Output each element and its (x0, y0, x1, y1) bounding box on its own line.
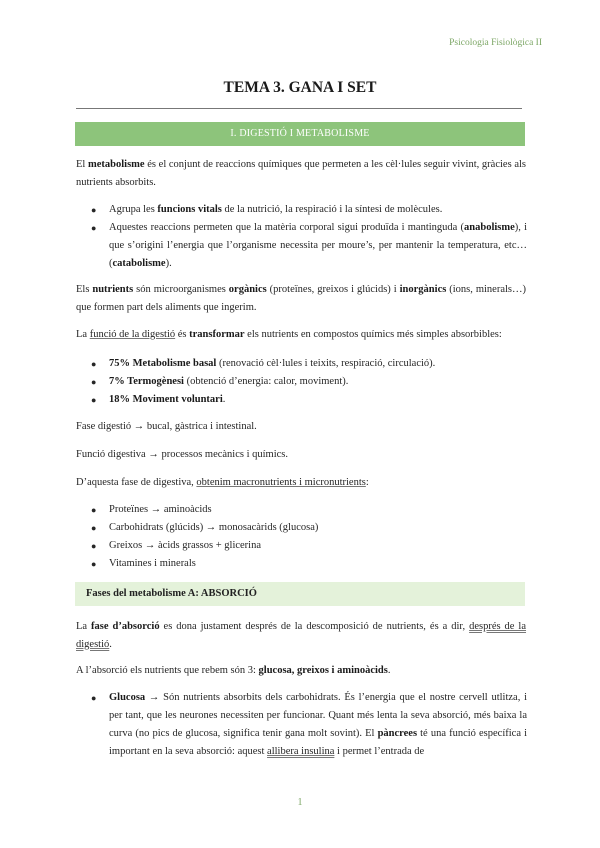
list-item: Carbohidrats (glúcids) → monosacàrids (glucosa) (109, 522, 319, 533)
section-heading-digestio: I. DIGESTIÓ I METABOLISME (75, 122, 525, 146)
bullet-icon: ● (91, 693, 97, 703)
title-divider (76, 108, 522, 109)
list-item: Proteïnes → aminoàcids (109, 504, 212, 515)
list-item: Greixos → àcids grassos + glicerina (109, 540, 262, 551)
paragraph-nutrients: Els nutrients són microorganismes orgànics (proteïnes, greixos i glúcids) i inorgànics (ions, minerals…) que formen part dels aliments que ingerim. (76, 284, 526, 313)
page-number: 1 (297, 797, 303, 808)
list-item: 75% Metabolisme basal (renovació cèl·lules i teixits, respiració, circulació). (109, 358, 436, 369)
paragraph-macronutrients: D’aquesta fase de digestiva, obtenim macronutrients i micronutrients: (76, 477, 369, 488)
paragraph-fase-absorcio: La fase d’absorció es dona justament després de la descomposició de nutrients, és a dir, després de la digestió. (76, 621, 527, 650)
list-item: Vitamines i minerals (109, 558, 196, 569)
bullet-icon: ● (91, 223, 97, 233)
paragraph-metabolisme: El metabolisme és el conjunt de reaccions químiques que permeten a les cèl·lules seguir vivint, gràcies als nutrients absorbits. (76, 159, 526, 188)
page-title: TEMA 3. GANA I SET (223, 79, 377, 96)
bullet-icon: ● (91, 541, 97, 551)
paragraph-funcio-digestio: La funció de la digestió és transformar els nutrients en compostos químics més simples absorbibles: (76, 329, 502, 340)
bullet-icon: ● (91, 559, 97, 569)
paragraph-funcio-digestiva: Funció digestiva → processos mecànics i químics. (76, 449, 289, 460)
list-item: 18% Moviment voluntari. (109, 394, 226, 405)
paragraph-nutrients-absorcio: A l’absorció els nutrients que rebem són 3: glucosa, greixos i aminoàcids. (76, 665, 391, 676)
list-item: Glucosa → Són nutrients absorbits dels carbohidrats. És l’energia que el nostre cervell utlitza, i per tant, que les neurones necessiten per funcionar. Quant més lenta la seva absorció, més baixa la curva (no pics de glucosa, significa tenir gana molt sovint). El pàncrees té una funció específica i important en la seva absorció: aquest allibera insulina i permet l’entrada de (109, 692, 527, 757)
list-item: 7% Termogènesi (obtenció d’energia: calor, moviment). (109, 376, 349, 387)
list-item: Agrupa les funcions vitals de la nutrició, la respiració i la síntesi de molècules. (109, 204, 443, 215)
bullet-icon: ● (91, 523, 97, 533)
running-header: Psicologia Fisiològica II (449, 38, 542, 48)
bullet-icon: ● (91, 505, 97, 515)
list-item: Aquestes reaccions permeten que la matèria corporal sigui produïda i mantinguda (anabolisme), i que s’origini l’energia que l’organisme necessita per moure’s, per mantenir la temperatura, etc… (catabolisme). (109, 222, 527, 269)
bullet-icon: ● (91, 377, 97, 387)
paragraph-fase-digestio: Fase digestió → bucal, gàstrica i intestinal. (76, 421, 257, 432)
section-heading-absorcio: Fases del metabolisme A: ABSORCIÓ (75, 582, 525, 606)
bullet-icon: ● (91, 395, 97, 405)
bullet-icon: ● (91, 205, 97, 215)
bullet-icon: ● (91, 359, 97, 369)
